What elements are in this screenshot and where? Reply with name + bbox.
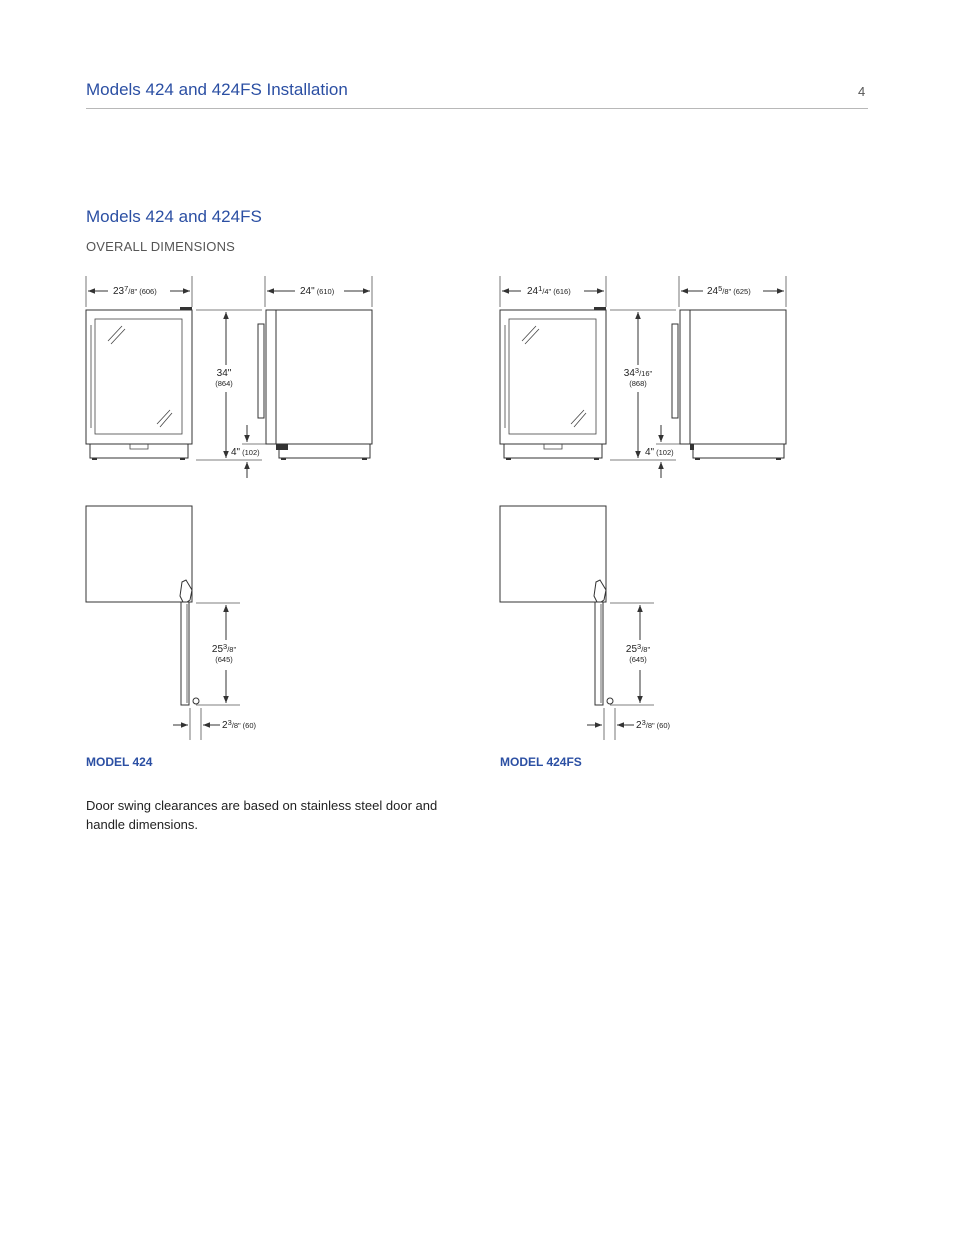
handle-dimension-424fs: 23/8" (60) bbox=[636, 718, 670, 731]
handle-dimension-424: 23/8" (60) bbox=[222, 718, 256, 731]
model-424-side-view bbox=[196, 276, 372, 478]
model-424-top-view bbox=[86, 506, 256, 740]
height-dimension-424: 34" bbox=[216, 368, 232, 379]
model-424fs-top-view bbox=[500, 506, 670, 740]
swing-dimension-424fs: 253/8" bbox=[625, 642, 651, 655]
page-number: 4 bbox=[858, 84, 866, 99]
depth-dimension-424fs: 245/8" (625) bbox=[707, 284, 751, 297]
height-mm-424fs: (868) bbox=[629, 379, 647, 388]
width-dimension-424: 237/8" (606) bbox=[113, 284, 157, 297]
height-mm-424: (864) bbox=[215, 379, 233, 388]
model-424-front-view bbox=[86, 276, 192, 460]
model-424fs-label: MODEL 424FS bbox=[500, 755, 582, 769]
toe-dimension-424: 4" (102) bbox=[231, 447, 260, 458]
model-424-label: MODEL 424 bbox=[86, 755, 153, 769]
model-424fs-front-view bbox=[500, 276, 606, 460]
swing-dimension-424: 253/8" bbox=[211, 642, 237, 655]
page-title: Models 424 and 424FS Installation bbox=[86, 80, 348, 99]
swing-mm-424fs: (645) bbox=[629, 655, 647, 664]
door-swing-note: Door swing clearances are based on stainless steel door and handle dimensions. bbox=[86, 798, 438, 832]
toe-dimension-424fs: 4" (102) bbox=[645, 447, 674, 458]
height-dimension-424fs: 343/16" bbox=[623, 366, 653, 379]
swing-mm-424: (645) bbox=[215, 655, 233, 664]
model-424fs-side-view bbox=[610, 276, 786, 478]
width-dimension-424fs: 241/4" (616) bbox=[527, 284, 571, 297]
section-title: Models 424 and 424FS bbox=[86, 207, 262, 226]
subsection-label: OVERALL DIMENSIONS bbox=[86, 239, 236, 254]
depth-dimension-424: 24" (610) bbox=[300, 286, 335, 297]
